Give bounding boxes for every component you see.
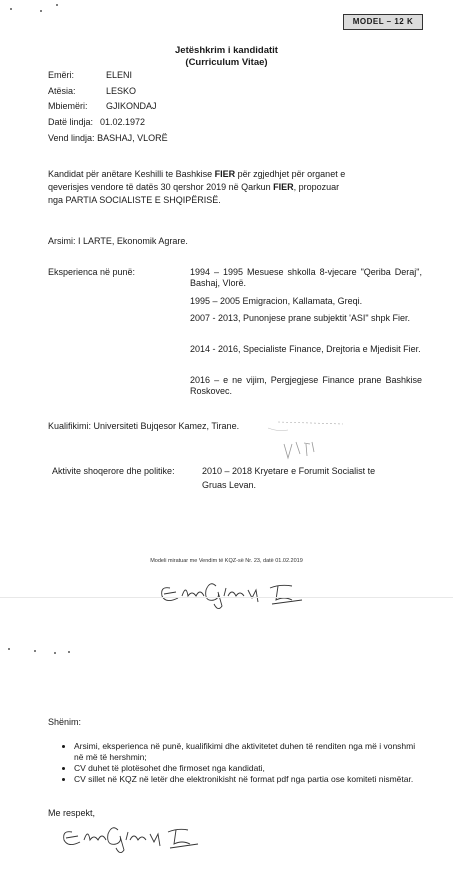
- social-line-2: Gruas Levan.: [202, 480, 257, 490]
- social-label: Aktivite shoqerore dhe politike:: [52, 466, 175, 476]
- value-birth-place: BASHAJ, VLORË: [97, 133, 168, 143]
- label-birth-date: Datë lindja:: [48, 117, 94, 127]
- scan-speck: [56, 4, 58, 6]
- education: Arsimi: I LARTE, Ekonomik Agrare.: [48, 236, 188, 246]
- social-line-1: 2010 – 2018 Kryetare e Forumit Socialist te: [202, 466, 376, 476]
- document-title: Jetëshkrim i kandidatit: [175, 45, 278, 56]
- model-badge: MODEL – 12 K: [343, 14, 423, 30]
- notes-heading: Shënim:: [48, 717, 82, 727]
- experience-item: 2014 - 2016, Specialiste Finance, Drejtoria e Mjedisit Fier.: [190, 344, 421, 354]
- note-item: • CV sillet në KQZ në letër dhe elektronikisht në format pdf nga partia ose komiteti nismëtar.: [74, 774, 420, 785]
- note-item: • Arsimi, eksperienca në punë, kualifikimi dhe aktivitetet duhen të renditen nga më i vonshmi në më të hershmin;: [74, 741, 420, 763]
- experience-item: 1994 – 1995 Mesuese shkolla 8-vjecare "Qeriba Deraj", Bashaj, Vlorë.: [190, 267, 422, 288]
- value-first-name: ELENI: [106, 70, 133, 80]
- candidacy-line-3: nga PARTIA SOCIALISTE E SHQIPËRISË.: [48, 195, 221, 205]
- page-divider: [0, 597, 453, 598]
- value-father-name: LESKO: [106, 86, 137, 96]
- faint-stamp-mark: [248, 418, 348, 468]
- experience-label: Eksperienca në punë:: [48, 267, 136, 277]
- label-first-name: Emëri:: [48, 70, 75, 80]
- handwritten-signature: [58, 820, 208, 852]
- value-surname: GJIKONDAJ: [106, 101, 157, 111]
- candidacy-paragraph: [48, 168, 420, 207]
- candidacy-line-1: Kandidat për anëtare Keshilli te Bashkise FIER për zgjedhjet për organet e: [48, 169, 346, 179]
- closing-text: Me respekt,: [48, 808, 96, 818]
- birth-place-row: [48, 133, 168, 144]
- document-subtitle: (Curriculum Vitae): [185, 57, 268, 68]
- label-father-name: Atësia:: [48, 86, 76, 96]
- candidacy-line-2: qeverisjes vendore të datës 30 qershor 2019 në Qarkun FIER, propozuar: [48, 182, 340, 192]
- experience-item: 1995 – 2005 Emigracion, Kallamata, Greqi.: [190, 296, 363, 306]
- model-approval-note: Modeli miratuar me Vendim të KQZ-së Nr. 23, datë 01.02.2019: [150, 558, 303, 564]
- notes-list: [60, 741, 420, 785]
- scan-speck: [34, 650, 36, 652]
- note-item: • CV duhet të plotësohet dhe firmoset nga kandidati,: [74, 763, 420, 774]
- experience-item: 2016 – e ne vijim, Pergjegjese Finance prane Bashkise Roskovec.: [190, 375, 422, 396]
- scan-speck: [54, 652, 56, 654]
- label-birth-place: Vend lindja:: [48, 133, 95, 143]
- scan-speck: [40, 10, 42, 12]
- value-birth-date: 01.02.1972: [100, 117, 146, 127]
- scan-speck: [68, 651, 70, 653]
- experience-item: 2007 - 2013, Punonjese prane subjektit 'ASI" shpk Fier.: [190, 313, 411, 323]
- scan-speck: [8, 648, 10, 650]
- handwritten-signature: [152, 574, 322, 610]
- qualification: Kualifikimi: Universiteti Bujqesor Kamez, Tirane.: [48, 421, 240, 431]
- scan-speck: [10, 8, 12, 10]
- label-surname: Mbiemëri:: [48, 101, 88, 111]
